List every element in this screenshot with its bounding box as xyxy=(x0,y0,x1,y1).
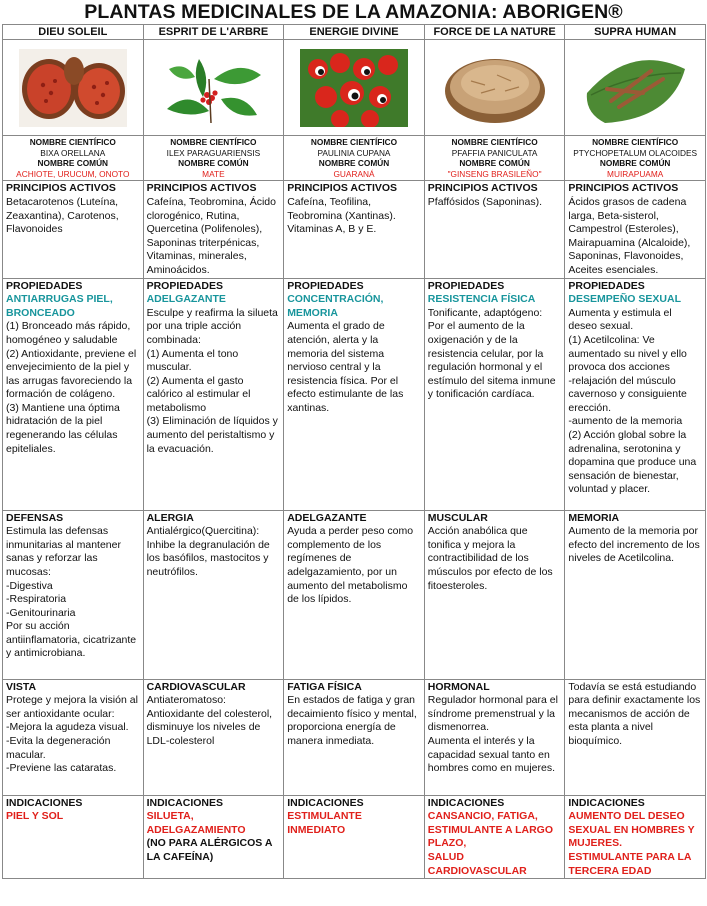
propiedades-title: ADELGAZANTE xyxy=(146,293,226,306)
section-text: Antiateromatoso: Antioxidante del colesterol, disminuye los niveles de LDL-colesterol xyxy=(146,694,273,747)
common-name: MUIRAPUAMA xyxy=(607,168,664,179)
achiote-seeds-photo xyxy=(19,49,127,127)
section-heading: ADELGAZANTE xyxy=(287,511,367,524)
scientific-label: NOMBRE CIENTÍFICO xyxy=(170,137,257,147)
indicaciones-row xyxy=(3,795,706,879)
common-label: NOMBRE COMÚN xyxy=(178,158,249,169)
section-heading: ALERGIA xyxy=(146,511,194,524)
common-name: GUARANÁ xyxy=(333,168,375,179)
indicaciones-text: SILUETA, ADELGAZAMIENTO xyxy=(146,810,246,836)
product-header-row xyxy=(3,25,706,40)
indicaciones-note: (NO PARA ALÉRGICOS A LA CAFEÍNA) xyxy=(146,837,273,863)
section-text: Acción anabólica que tonifica y mejora la contractibilidad de los músculos por efecto de los fitoesteroles. xyxy=(427,525,553,592)
propiedades-heading: PROPIEDADES xyxy=(146,279,224,292)
muirapuama-bark-photo xyxy=(581,49,689,127)
principios-text: Ácidos grasos de cadena larga, Beta-sisterol, Campestrol (Esteroles), Mairapuamina (Alcaloide), Saponinas, Flavonoides, Aceites esenciales. xyxy=(568,195,691,276)
section-text: Protege y mejora la visión al ser antioxidante ocular: -Mejora la agudeza visual. -Evita la degeneración macular. -Previene las cataratas. xyxy=(6,694,138,775)
section-text: Regulador hormonal para el síndrome premenstrual y la dismenorrea. Aumenta el interés y la capacidad sexual tanto en hombres como en mujeres. xyxy=(427,694,558,775)
pfaffia-powder-photo xyxy=(441,49,549,127)
principios-heading: PRINCIPIOS ACTIVOS xyxy=(287,182,398,195)
section-heading: DEFENSAS xyxy=(6,511,64,524)
common-label: NOMBRE COMÚN xyxy=(37,158,109,169)
product-name: DIEU SOLEIL xyxy=(3,25,144,40)
propiedades-heading: PROPIEDADES xyxy=(568,279,645,292)
section-heading: HORMONAL xyxy=(427,680,490,693)
section4-row xyxy=(3,679,706,795)
scientific-name: BIXA ORELLANA xyxy=(40,147,106,158)
product-name: FORCE DE LA NATURE xyxy=(424,25,565,40)
propiedades-title: ANTIARRUGAS PIEL, BRONCEADO xyxy=(6,293,113,319)
propiedades-heading: PROPIEDADES xyxy=(287,279,364,292)
indicaciones-heading: INDICACIONES xyxy=(427,796,505,809)
plants-table xyxy=(2,24,706,879)
principios-heading: PRINCIPIOS ACTIVOS xyxy=(6,182,116,195)
common-name: MATE xyxy=(202,168,225,179)
indicaciones-text: CANSANCIO, FATIGA, ESTIMULANTE A LARGO PLAZO, SALUD CARDIOVASCULAR xyxy=(427,810,553,877)
indicaciones-text: PIEL Y SOL xyxy=(6,810,64,823)
section-text: Antialérgico(Quercitina): Inhibe la degranulación de los basófilos, mastocitos y neutrófilos. xyxy=(146,525,270,578)
indicaciones-text: AUMENTO DEL DESEO SEXUAL EN HOMBRES Y MUJERES. ESTIMULANTE PARA LA TERCERA EDAD xyxy=(568,810,695,877)
scientific-name: ILEX PARAGUARIENSIS xyxy=(166,147,261,158)
section-text: Aumento de la memoria por efecto del incremento de los niveles de Acetilcolina. xyxy=(568,525,700,565)
propiedades-row xyxy=(3,278,706,510)
product-name: SUPRA HUMAN xyxy=(565,25,706,40)
scientific-name: PFAFFIA PANICULATA xyxy=(451,147,538,158)
principios-text: Cafeína, Teobromina, Ácido clorogénico, Rutina, Quercetina (Polifenoles), Saponinas triterpénicas, Vitaminas, minerales, Aminoácidos. xyxy=(146,195,276,276)
principios-heading: PRINCIPIOS ACTIVOS xyxy=(568,182,679,195)
principios-text: Betacarotenos (Luteína, Zeaxantina), Carotenos, Flavonoides xyxy=(6,195,119,236)
section-text: Ayuda a perder peso como complemento de los regímenes de adelgazamiento, por un aumento del metabolismo de los lípidos. xyxy=(287,525,414,606)
scientific-name: PTYCHOPETALUM OLACOIDES xyxy=(573,147,698,158)
scientific-name: PAULINIA CUPANA xyxy=(317,147,391,158)
principios-heading: PRINCIPIOS ACTIVOS xyxy=(427,182,538,195)
page-title: PLANTAS MEDICINALES DE LA AMAZONIA: ABORIGEN® xyxy=(84,1,623,23)
propiedades-title: CONCENTRACIÓN, MEMORIA xyxy=(287,293,384,319)
propiedades-title: DESEMPEÑO SEXUAL xyxy=(568,293,681,306)
principios-text: Cafeína, Teofilina, Teobromina (Xantinas). Vitaminas A, B y E. xyxy=(287,195,396,236)
propiedades-text: Esculpe y reafirma la silueta por una triple acción combinada: (1) Aumenta el tono muscular. (2) Aumenta el gasto calórico al estimular el metabolismo (3) Eliminación de líquidos y aumento del peristaltismo y la evacuación. xyxy=(146,306,278,455)
common-label: NOMBRE COMÚN xyxy=(599,158,671,169)
section-heading: VISTA xyxy=(6,680,37,693)
image-row xyxy=(3,40,706,136)
scientific-label: NOMBRE CIENTÍFICO xyxy=(29,137,116,147)
indicaciones-heading: INDICACIONES xyxy=(287,796,364,809)
propiedades-title: RESISTENCIA FÍSICA xyxy=(427,293,536,306)
propiedades-heading: PROPIEDADES xyxy=(427,279,505,292)
propiedades-text: Tonificante, adaptógeno: Por el aumento de la oxigenación y de la resistencia celular, por la regulación hormonal y el estímulo del sitema inmune y tonificación cardíaca. xyxy=(427,306,556,401)
scientific-label: NOMBRE CIENTÍFICO xyxy=(310,137,398,147)
principios-row xyxy=(3,181,706,278)
section-heading: FATIGA FÍSICA xyxy=(287,680,362,693)
mate-leaves-photo xyxy=(159,49,267,127)
section-text: Todavía se está estudiando para definir exactamente los mecanismos de acción de esta planta a nivel bioquímico. xyxy=(568,680,701,747)
product-name: ENERGIE DIVINE xyxy=(284,25,425,40)
indicaciones-heading: INDICACIONES xyxy=(6,796,83,809)
scientific-label: NOMBRE CIENTÍFICO xyxy=(592,137,679,147)
propiedades-text: (1) Bronceado más rápido, homogéneo y saludable (2) Antioxidante, previene el envejecimiento de la piel y las arrugas favoreciendo la formación de colágeno. (3) Mantiene una óptima hidratación de la piel regenerando las células epiteliales. xyxy=(6,320,137,455)
section-heading: CARDIOVASCULAR xyxy=(146,680,246,693)
scientific-row xyxy=(3,136,706,181)
common-label: NOMBRE COMÚN xyxy=(459,158,530,169)
section-text: Estimula las defensas inmunitarias al mantener sanas y reforzar las mucosas: -Digestiva -Respiratoria -Genitourinaria Por su acción antiinflamatoria, cicatrizante y antimicrobiana. xyxy=(6,525,137,660)
section3-row xyxy=(3,510,706,679)
guarana-fruit-photo xyxy=(300,49,408,127)
section-heading: MEMORIA xyxy=(568,511,620,524)
common-name: ACHIOTE, URUCUM, ONOTO xyxy=(16,168,130,179)
propiedades-text: Aumenta y estimula el deseo sexual. (1) Acetilcolina: Ve aumentado su nivel y ello provoca dos acciones -relajación del músculo cavernoso y consiguiente erección. -aumento de la memoria (2) Acción global sobre la adrenalina, serotonina y dopamina que produce una sensación de bienestar, voluntad y placer. xyxy=(568,306,697,496)
principios-heading: PRINCIPIOS ACTIVOS xyxy=(146,182,257,195)
common-label: NOMBRE COMÚN xyxy=(318,158,390,169)
propiedades-heading: PROPIEDADES xyxy=(6,279,83,292)
common-name: "GINSENG BRASILEÑO" xyxy=(447,168,542,179)
indicaciones-text: ESTIMULANTE INMEDIATO xyxy=(287,810,362,836)
product-name: ESPRIT DE L'ARBRE xyxy=(143,25,284,40)
scientific-label: NOMBRE CIENTÍFICO xyxy=(451,137,538,147)
section-heading: MUSCULAR xyxy=(427,511,488,524)
section-text: En estados de fatiga y gran decaimiento físico y mental, proporciona energía de manera inmediata. xyxy=(287,694,417,747)
propiedades-text: Aumenta el grado de atención, alerta y la memoria del sistema nervioso central y la resistencia física. Por el efecto estimulante de las xantinas. xyxy=(287,320,404,414)
indicaciones-heading: INDICACIONES xyxy=(146,796,224,809)
principios-text: Pfaffósidos (Saponinas). xyxy=(427,195,542,208)
indicaciones-heading: INDICACIONES xyxy=(568,796,645,809)
